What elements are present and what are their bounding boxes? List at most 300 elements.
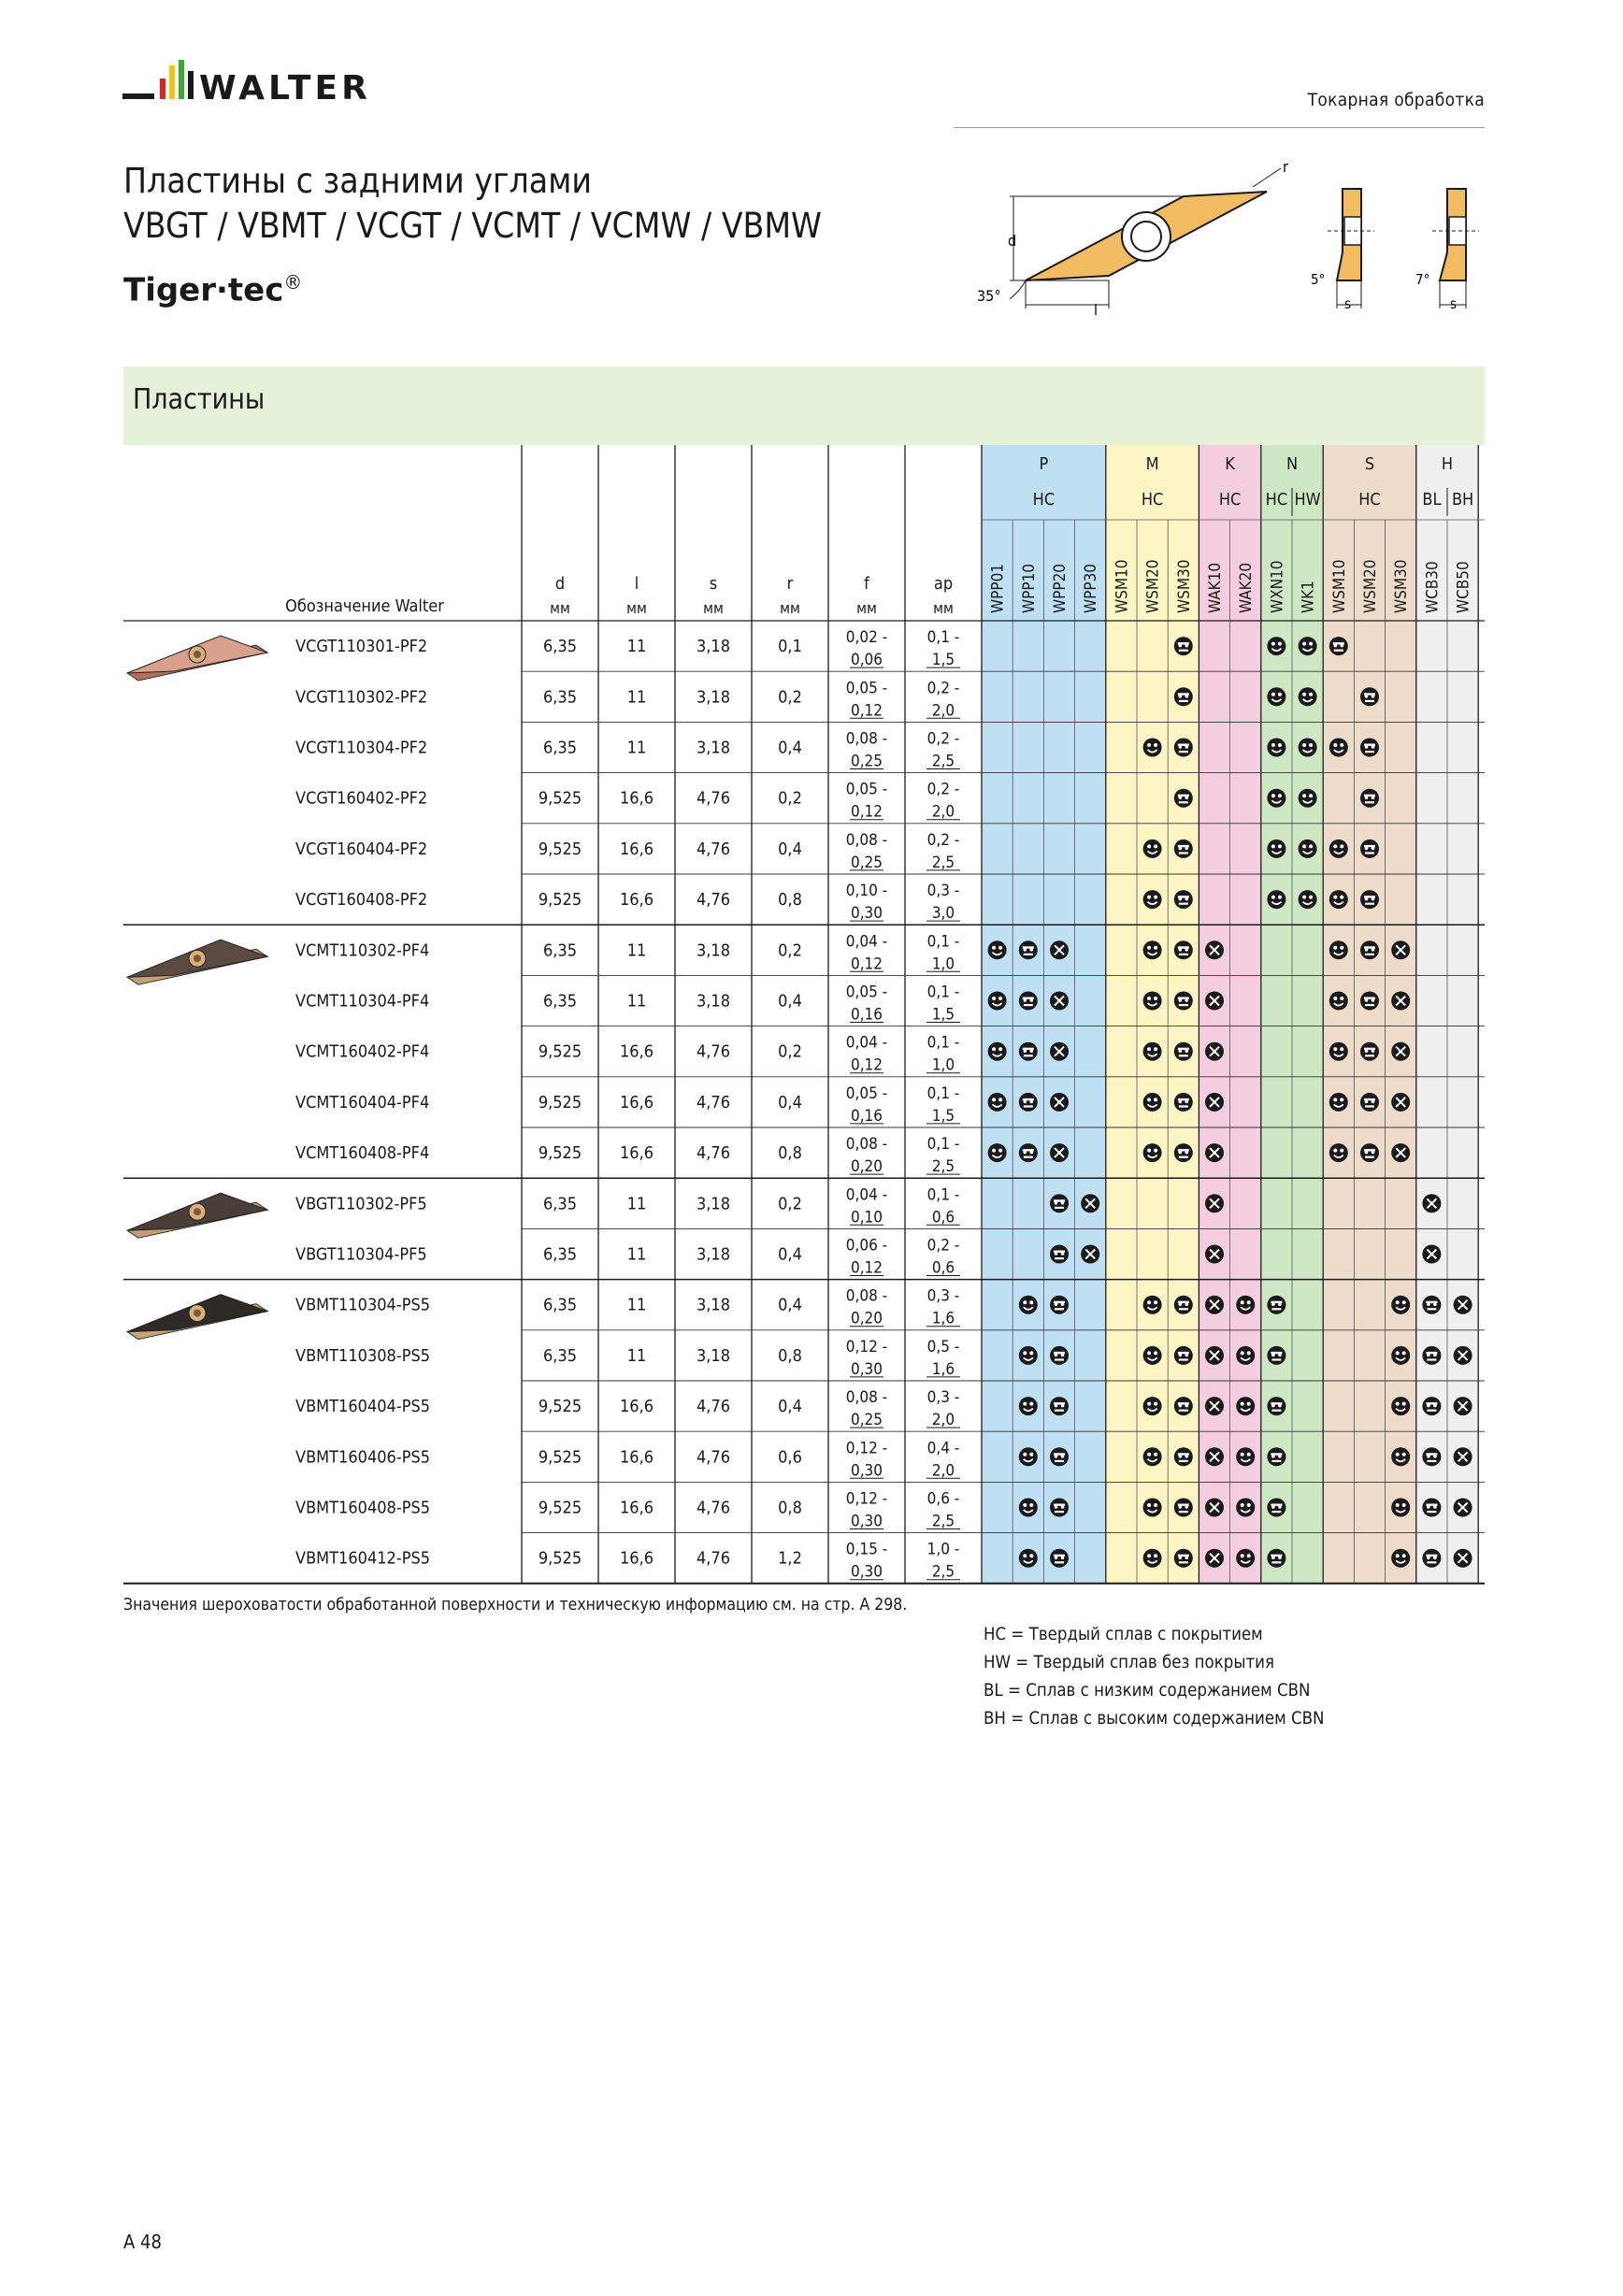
grade-label: WK1 xyxy=(1299,581,1318,613)
material-group-sub: BH xyxy=(1451,490,1474,509)
table-row xyxy=(295,1541,960,1582)
material-group-code: N xyxy=(1285,454,1299,474)
cell-r: 0,4 xyxy=(778,738,802,758)
main-application-icon xyxy=(988,940,1007,959)
table-row xyxy=(295,882,960,923)
cell-l: 11 xyxy=(626,1295,647,1315)
column-header-r: r xyxy=(786,574,794,594)
cell-ap-from: 0,2 - xyxy=(926,780,960,799)
table-row xyxy=(295,1185,960,1227)
main-application-icon xyxy=(1391,1296,1410,1314)
cell-f-from: 0,08 - xyxy=(845,1135,888,1155)
legend-hc: HC = Твердый сплав с покрытием xyxy=(984,1625,1263,1644)
insert-designation: VBMT160404-PS5 xyxy=(295,1397,431,1417)
cell-f-to: 0,20 xyxy=(850,1309,883,1328)
limited-application-icon xyxy=(1081,1245,1099,1264)
secondary-application-icon xyxy=(1360,1143,1379,1162)
grade-label: WPP01 xyxy=(988,563,1008,613)
secondary-application-icon xyxy=(1050,1549,1069,1568)
secondary-application-icon xyxy=(1050,1499,1069,1517)
table-row xyxy=(295,1490,960,1531)
material-group-code: K xyxy=(1225,454,1235,474)
cell-f-from: 0,05 - xyxy=(845,679,888,698)
page-title: Пластины с задними углами xyxy=(123,161,592,201)
section-label: Токарная обработка xyxy=(1307,90,1485,110)
insert-designation: VCMT110302-PF4 xyxy=(295,940,430,961)
cell-s: 3,18 xyxy=(696,1244,731,1265)
secondary-application-icon xyxy=(1360,839,1379,858)
cell-f-from: 0,05 - xyxy=(845,1083,888,1103)
main-application-icon xyxy=(1236,1397,1255,1415)
material-group-sub: HW xyxy=(1294,490,1321,509)
secondary-application-icon xyxy=(1360,992,1379,1011)
insert-designation: VCGT160402-PF2 xyxy=(295,788,428,809)
limited-application-icon xyxy=(1050,992,1069,1011)
label-s-1: s xyxy=(1344,295,1352,312)
main-application-icon xyxy=(1143,992,1162,1011)
cell-s: 4,76 xyxy=(696,839,731,859)
secondary-application-icon xyxy=(1174,1447,1193,1466)
insert-designation: VCGT110304-PF2 xyxy=(295,738,428,758)
cell-f-to: 0,30 xyxy=(850,1359,883,1379)
column-header-f: f xyxy=(864,574,869,594)
limited-application-icon xyxy=(1205,1296,1224,1314)
cell-f-from: 0,06 - xyxy=(845,1236,888,1256)
main-application-icon xyxy=(1143,1549,1162,1568)
insert-designation: VBMT160412-PS5 xyxy=(295,1548,431,1569)
table-row xyxy=(295,1388,960,1429)
cell-d: 6,35 xyxy=(542,1194,578,1214)
material-group-code: H xyxy=(1441,454,1454,474)
main-application-icon xyxy=(1143,839,1162,858)
cell-l: 11 xyxy=(626,1244,647,1265)
cell-ap-to: 2,0 xyxy=(931,802,955,822)
secondary-application-icon xyxy=(1422,1549,1441,1568)
insert-designation: VBMT110304-PS5 xyxy=(295,1295,431,1315)
cell-d: 9,525 xyxy=(538,1447,582,1468)
table-row xyxy=(295,983,960,1025)
limited-application-icon xyxy=(1050,1143,1069,1162)
secondary-application-icon xyxy=(1267,1296,1285,1314)
cell-l: 16,6 xyxy=(619,1498,654,1518)
column-header-unit: мм xyxy=(703,599,724,617)
column-header-unit: мм xyxy=(626,599,647,617)
cell-s: 4,76 xyxy=(696,1041,731,1062)
limited-application-icon xyxy=(1391,992,1410,1011)
main-application-icon xyxy=(1143,1397,1162,1415)
material-group-sub: HC xyxy=(1358,490,1381,509)
cell-r: 0,8 xyxy=(778,1345,802,1366)
secondary-application-icon xyxy=(1360,1042,1379,1061)
main-application-icon xyxy=(1143,1296,1162,1314)
column-header-d: d xyxy=(554,574,566,594)
limited-application-icon xyxy=(1205,1194,1224,1213)
cell-ap-from: 0,1 - xyxy=(926,1033,960,1053)
main-application-icon xyxy=(1267,687,1285,706)
secondary-application-icon xyxy=(1422,1296,1441,1314)
cell-f-to: 0,12 xyxy=(850,701,883,721)
limited-application-icon xyxy=(1050,940,1069,959)
cell-l: 11 xyxy=(626,1194,647,1214)
cell-f-from: 0,05 - xyxy=(845,780,888,799)
cell-f-from: 0,04 - xyxy=(845,1185,888,1205)
main-application-icon xyxy=(1143,1143,1162,1162)
label-d: d xyxy=(1008,232,1017,250)
material-group-sub: BL xyxy=(1422,490,1442,509)
cell-f-to: 0,25 xyxy=(850,853,883,872)
cell-s: 4,76 xyxy=(696,1498,731,1518)
secondary-application-icon xyxy=(1050,1397,1069,1415)
main-application-icon xyxy=(1236,1499,1255,1517)
cell-r: 0,8 xyxy=(778,1143,802,1164)
limited-application-icon xyxy=(1205,992,1224,1011)
cell-l: 11 xyxy=(626,1345,647,1366)
cell-r: 0,2 xyxy=(778,687,802,708)
cell-r: 0,2 xyxy=(778,788,802,809)
main-application-icon xyxy=(1329,992,1348,1011)
cell-d: 6,35 xyxy=(542,1345,578,1366)
cell-r: 0,6 xyxy=(778,1447,802,1468)
grade-label: WSM10 xyxy=(1329,559,1349,613)
grade-label: WSM20 xyxy=(1361,559,1380,613)
cell-f-from: 0,04 - xyxy=(845,1033,888,1053)
secondary-application-icon xyxy=(1329,637,1348,655)
secondary-application-icon xyxy=(1174,739,1193,757)
label-clearance-1: 5° xyxy=(1311,271,1326,288)
cell-ap-from: 0,2 - xyxy=(926,830,960,850)
main-application-icon xyxy=(1329,739,1348,757)
main-application-icon xyxy=(1267,789,1285,808)
cell-ap-from: 1,0 - xyxy=(926,1540,960,1559)
cell-ap-to: 1,5 xyxy=(931,1005,955,1025)
limited-application-icon xyxy=(1454,1296,1472,1314)
main-application-icon xyxy=(1391,1549,1410,1568)
grade-label: WSM10 xyxy=(1113,559,1132,613)
cell-d: 9,525 xyxy=(538,788,582,809)
cell-s: 4,76 xyxy=(696,1397,731,1417)
secondary-application-icon xyxy=(1174,1093,1193,1112)
cell-ap-to: 1,5 xyxy=(931,651,955,670)
cell-d: 9,525 xyxy=(538,1498,582,1518)
cell-l: 16,6 xyxy=(619,839,654,859)
cell-l: 16,6 xyxy=(619,1092,654,1112)
grade-label: WAK20 xyxy=(1237,562,1257,613)
column-header-designation: Обозначение Walter xyxy=(285,596,444,616)
section-title: Пластины xyxy=(133,383,266,416)
cell-s: 4,76 xyxy=(696,890,731,911)
cell-f-from: 0,04 - xyxy=(845,932,888,952)
main-application-icon xyxy=(1019,1499,1038,1517)
cell-r: 0,4 xyxy=(778,1295,802,1315)
column-header-unit: мм xyxy=(780,599,800,617)
cell-l: 11 xyxy=(626,991,647,1012)
cell-s: 3,18 xyxy=(696,1295,731,1315)
table-row xyxy=(295,1135,960,1176)
limited-application-icon xyxy=(1205,1549,1224,1568)
main-application-icon xyxy=(1019,1346,1038,1365)
main-application-icon xyxy=(1143,1499,1162,1517)
cell-ap-from: 0,1 - xyxy=(926,1185,960,1205)
main-application-icon xyxy=(1267,739,1285,757)
table-row xyxy=(295,1287,960,1328)
secondary-application-icon xyxy=(1360,940,1379,959)
main-application-icon xyxy=(1236,1447,1255,1466)
cell-f-to: 0,10 xyxy=(850,1208,883,1227)
main-application-icon xyxy=(1143,739,1162,757)
cell-d: 6,35 xyxy=(542,1244,578,1265)
cell-d: 6,35 xyxy=(542,637,578,657)
page-number: A 48 xyxy=(123,2231,162,2253)
cell-r: 0,2 xyxy=(778,1041,802,1062)
main-application-icon xyxy=(1143,1346,1162,1365)
limited-application-icon xyxy=(1205,940,1224,959)
cell-ap-from: 0,6 - xyxy=(926,1489,960,1509)
limited-application-icon xyxy=(1391,1093,1410,1112)
main-application-icon xyxy=(1143,940,1162,959)
insert-designation: VCGT110302-PF2 xyxy=(295,687,428,708)
cell-l: 11 xyxy=(626,637,647,657)
cell-f-to: 0,30 xyxy=(850,904,883,924)
cell-ap-to: 0,6 xyxy=(931,1208,955,1227)
cell-l: 11 xyxy=(626,687,647,708)
secondary-application-icon xyxy=(1174,1549,1193,1568)
grade-label: WAK10 xyxy=(1206,562,1225,613)
cell-f-from: 0,10 - xyxy=(845,882,888,901)
cell-d: 6,35 xyxy=(542,1295,578,1315)
secondary-application-icon xyxy=(1019,1042,1038,1061)
cell-ap-to: 1,0 xyxy=(931,954,955,974)
grade-label: WCB50 xyxy=(1454,561,1473,613)
cell-f-from: 0,08 - xyxy=(845,1388,888,1408)
cell-f-to: 0,16 xyxy=(850,1106,883,1126)
cell-s: 3,18 xyxy=(696,1345,731,1366)
secondary-application-icon xyxy=(1174,1143,1193,1162)
insert-designation: VBGT110304-PF5 xyxy=(295,1244,427,1265)
cell-d: 9,525 xyxy=(538,1143,582,1164)
cell-r: 0,8 xyxy=(778,1498,802,1518)
cell-ap-to: 2,0 xyxy=(931,1461,955,1481)
cell-ap-from: 0,5 - xyxy=(926,1337,960,1356)
cell-ap-from: 0,1 - xyxy=(926,932,960,952)
limited-application-icon xyxy=(1050,1042,1069,1061)
secondary-application-icon xyxy=(1422,1447,1441,1466)
cell-f-to: 0,06 xyxy=(850,651,883,670)
secondary-application-icon xyxy=(1174,992,1193,1011)
secondary-application-icon xyxy=(1174,1042,1193,1061)
table-row xyxy=(295,1034,960,1075)
column-header-unit: мм xyxy=(550,599,570,617)
main-application-icon xyxy=(1143,1447,1162,1466)
material-group-code: M xyxy=(1145,454,1159,474)
material-group-code: P xyxy=(1039,454,1049,474)
cell-ap-from: 0,2 - xyxy=(926,679,960,698)
main-application-icon xyxy=(988,1143,1007,1162)
main-application-icon xyxy=(1299,687,1317,706)
main-application-icon xyxy=(1019,1549,1038,1568)
cell-r: 0,4 xyxy=(778,839,802,859)
cell-ap-to: 2,0 xyxy=(931,701,955,721)
secondary-application-icon xyxy=(1267,1549,1285,1568)
limited-application-icon xyxy=(1391,1042,1410,1061)
cell-l: 16,6 xyxy=(619,788,654,809)
cell-r: 0,4 xyxy=(778,991,802,1012)
cell-f-from: 0,12 - xyxy=(845,1337,888,1356)
insert-designation: VCGT160404-PF2 xyxy=(295,839,428,859)
main-application-icon xyxy=(1236,1346,1255,1365)
table-row xyxy=(295,932,960,973)
cell-d: 9,525 xyxy=(538,890,582,911)
insert-designation: VCGT160408-PF2 xyxy=(295,890,428,911)
secondary-application-icon xyxy=(1174,940,1193,959)
cell-d: 6,35 xyxy=(542,940,578,961)
limited-application-icon xyxy=(1205,1093,1224,1112)
cell-ap-from: 0,1 - xyxy=(926,983,960,1002)
secondary-application-icon xyxy=(1174,1296,1193,1314)
main-application-icon xyxy=(1391,1346,1410,1365)
grade-label: WSM30 xyxy=(1392,559,1412,613)
main-application-icon xyxy=(988,1093,1007,1112)
main-application-icon xyxy=(1329,940,1348,959)
column-header-ap: ap xyxy=(933,574,954,594)
column-header-unit: мм xyxy=(856,599,877,617)
limited-application-icon xyxy=(1391,1143,1410,1162)
grade-label: WSM20 xyxy=(1143,559,1163,613)
main-application-icon xyxy=(1299,839,1317,858)
column-header-l: l xyxy=(634,574,639,594)
cell-l: 11 xyxy=(626,738,647,758)
cell-ap-to: 1,5 xyxy=(931,1106,955,1126)
cell-d: 9,525 xyxy=(538,1041,582,1062)
label-r: r xyxy=(1283,159,1288,176)
limited-application-icon xyxy=(1454,1447,1472,1466)
column-header-s: s xyxy=(709,574,718,594)
insert-designation: VBMT160406-PS5 xyxy=(295,1447,431,1468)
secondary-application-icon xyxy=(1019,940,1038,959)
cell-d: 6,35 xyxy=(542,687,578,708)
cell-l: 16,6 xyxy=(619,1397,654,1417)
cell-ap-to: 3,0 xyxy=(931,904,955,924)
limited-application-icon xyxy=(1391,940,1410,959)
cell-s: 3,18 xyxy=(696,1194,731,1214)
main-application-icon xyxy=(1236,1296,1255,1314)
column-header-unit: мм xyxy=(933,599,954,617)
main-application-icon xyxy=(1329,1042,1348,1061)
cell-f-from: 0,08 - xyxy=(845,830,888,850)
limited-application-icon xyxy=(1205,1245,1224,1264)
cell-l: 16,6 xyxy=(619,1143,654,1164)
material-group-sub: HC xyxy=(1141,490,1164,509)
cell-f-from: 0,15 - xyxy=(845,1540,888,1559)
cell-r: 0,4 xyxy=(778,1092,802,1112)
walter-logo-text: WALTER xyxy=(199,69,371,108)
limited-application-icon xyxy=(1454,1346,1472,1365)
table-row xyxy=(295,1084,960,1126)
cell-r: 0,1 xyxy=(778,637,802,657)
table-row xyxy=(295,831,960,872)
main-application-icon xyxy=(1236,1549,1255,1568)
secondary-application-icon xyxy=(1174,637,1193,655)
main-application-icon xyxy=(1329,890,1348,909)
secondary-application-icon xyxy=(1267,1346,1285,1365)
legend-bh: BH = Сплав с высоким содержанием CBN xyxy=(984,1709,1325,1729)
cell-f-to: 0,12 xyxy=(850,802,883,822)
label-s-2: s xyxy=(1450,295,1458,312)
cell-f-to: 0,30 xyxy=(850,1512,883,1531)
cell-f-from: 0,02 - xyxy=(845,628,888,648)
main-application-icon xyxy=(1329,1093,1348,1112)
main-application-icon xyxy=(1143,890,1162,909)
cell-f-from: 0,12 - xyxy=(845,1439,888,1458)
cell-s: 4,76 xyxy=(696,1548,731,1569)
cell-d: 6,35 xyxy=(542,738,578,758)
table-row xyxy=(295,628,960,669)
secondary-application-icon xyxy=(1422,1397,1441,1415)
cell-ap-to: 0,6 xyxy=(931,1258,955,1278)
footnote: Значения шероховатости обработанной поверхности и техническую информацию см. на стр. A 298. xyxy=(123,1596,908,1614)
cell-s: 3,18 xyxy=(696,991,731,1012)
label-l: l xyxy=(1094,301,1098,318)
vcmt-insert xyxy=(127,940,267,984)
cell-l: 16,6 xyxy=(619,1548,654,1569)
legend-bl: BL = Сплав с низким содержанием CBN xyxy=(984,1681,1311,1700)
main-application-icon xyxy=(1299,637,1317,655)
cell-s: 3,18 xyxy=(696,940,731,961)
secondary-application-icon xyxy=(1360,739,1379,757)
insert-designation: VBMT110308-PS5 xyxy=(295,1345,431,1366)
table-row xyxy=(295,730,960,771)
cell-f-from: 0,08 - xyxy=(845,729,888,749)
cell-ap-from: 0,3 - xyxy=(926,1388,960,1408)
cell-r: 0,2 xyxy=(778,940,802,961)
cell-s: 4,76 xyxy=(696,1447,731,1468)
cell-f-to: 0,20 xyxy=(850,1157,883,1177)
insert-designation: VCMT110304-PF4 xyxy=(295,991,430,1012)
secondary-application-icon xyxy=(1050,1447,1069,1466)
limited-application-icon xyxy=(1422,1194,1441,1213)
cell-f-to: 0,12 xyxy=(850,1055,883,1075)
table-row xyxy=(295,781,960,822)
cell-l: 16,6 xyxy=(619,1041,654,1062)
cell-s: 3,18 xyxy=(696,637,731,657)
limited-application-icon xyxy=(1454,1397,1472,1415)
secondary-application-icon xyxy=(1174,1397,1193,1415)
cell-f-to: 0,16 xyxy=(850,1005,883,1025)
main-application-icon xyxy=(988,992,1007,1011)
main-application-icon xyxy=(1299,789,1317,808)
main-application-icon xyxy=(1143,1042,1162,1061)
insert-designation: VCMT160402-PF4 xyxy=(295,1041,430,1062)
main-application-icon xyxy=(1019,1447,1038,1466)
cell-f-to: 0,25 xyxy=(850,1411,883,1430)
cell-ap-to: 2,5 xyxy=(931,1562,955,1582)
cell-ap-to: 2,5 xyxy=(931,853,955,872)
limited-application-icon xyxy=(1205,1143,1224,1162)
main-application-icon xyxy=(1329,1143,1348,1162)
cell-ap-to: 2,5 xyxy=(931,752,955,771)
insert-designation: VBGT110302-PF5 xyxy=(295,1194,427,1214)
label-clearance-2: 7° xyxy=(1415,271,1430,288)
table-row xyxy=(295,1338,960,1379)
cell-f-to: 0,12 xyxy=(850,954,883,974)
secondary-application-icon xyxy=(1360,890,1379,909)
cell-s: 4,76 xyxy=(696,1092,731,1112)
table-row xyxy=(295,679,960,720)
vbmt-insert xyxy=(127,1295,267,1340)
secondary-application-icon xyxy=(1360,687,1379,706)
cell-ap-to: 1,6 xyxy=(931,1309,955,1328)
insert-designation: VCMT160404-PF4 xyxy=(295,1092,430,1112)
cell-r: 0,2 xyxy=(778,1194,802,1214)
